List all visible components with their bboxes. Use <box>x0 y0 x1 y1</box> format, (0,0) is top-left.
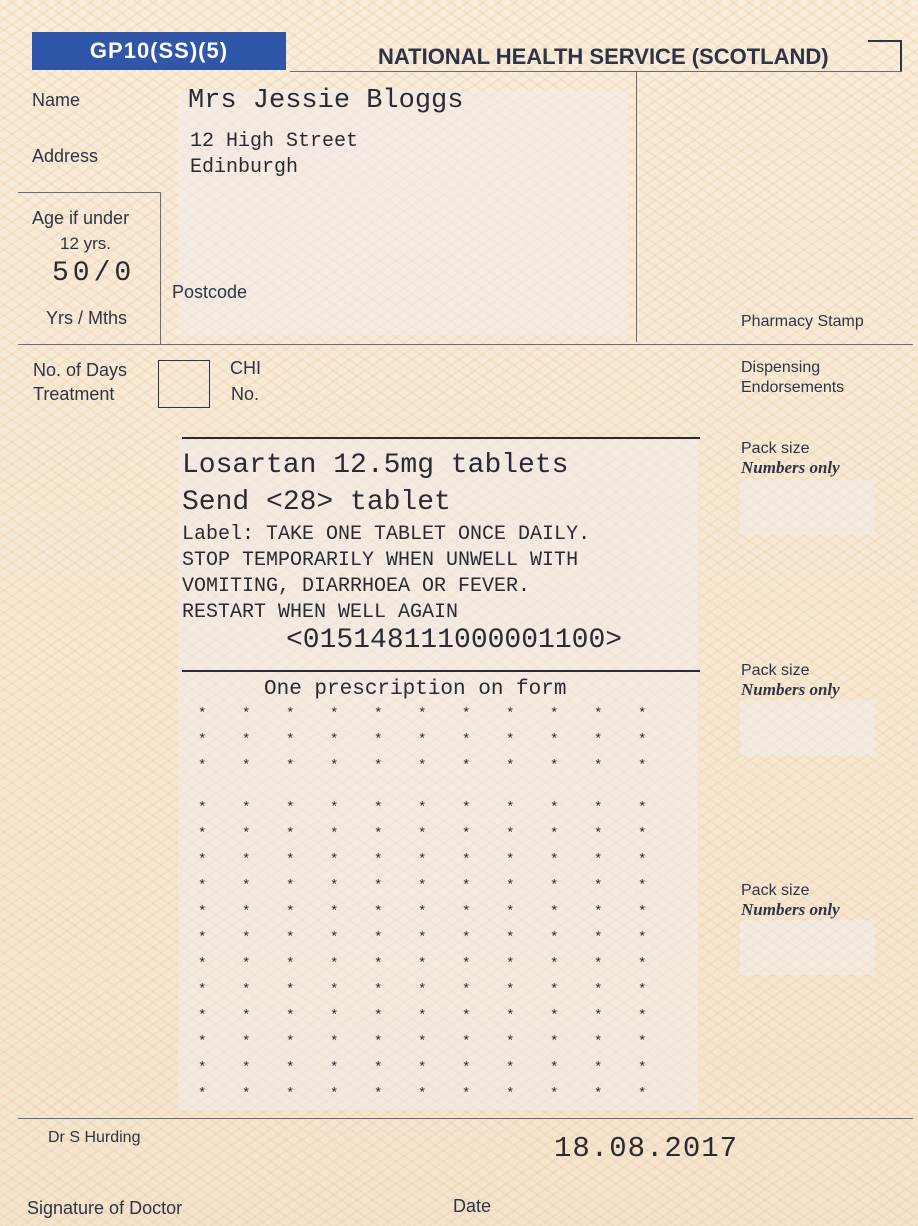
age-label-1: Age if under <box>32 208 130 228</box>
star-mark: * <box>374 904 383 920</box>
header-rule <box>290 71 902 72</box>
stamp-divider <box>636 72 637 342</box>
star-mark: * <box>330 800 339 816</box>
star-mark: * <box>594 1008 603 1024</box>
star-mark: * <box>286 800 295 816</box>
star-mark: * <box>242 826 251 842</box>
pack-size-2 <box>741 662 840 700</box>
pack-size-box-2 <box>740 700 875 755</box>
star-mark: * <box>286 826 295 842</box>
star-mark: * <box>330 930 339 946</box>
age-box-right <box>160 192 161 344</box>
star-mark: * <box>330 706 339 722</box>
star-mark: * <box>638 1086 647 1102</box>
prescription-top-rule <box>182 437 700 439</box>
star-row <box>190 800 670 826</box>
address-line-1: 12 High Street <box>190 130 359 153</box>
star-mark: * <box>594 800 603 816</box>
star-mark: * <box>462 1060 471 1076</box>
star-mark: * <box>242 852 251 868</box>
form-code-badge <box>32 32 286 70</box>
star-mark: * <box>330 758 339 774</box>
star-row <box>190 1060 670 1086</box>
address-line-2: Edinburgh <box>190 156 299 179</box>
doctor-name: Dr S Hurding <box>48 1129 141 1146</box>
star-mark: * <box>638 758 647 774</box>
star-mark: * <box>198 956 207 972</box>
star-row <box>190 930 670 956</box>
star-mark: * <box>242 1008 251 1024</box>
star-mark: * <box>638 800 647 816</box>
star-mark: * <box>638 826 647 842</box>
star-mark: * <box>638 732 647 748</box>
star-mark: * <box>242 732 251 748</box>
chi-label: CHI <box>230 358 261 378</box>
no-of-days-label: No. of Days <box>33 360 128 380</box>
star-mark: * <box>374 732 383 748</box>
star-mark: * <box>462 732 471 748</box>
star-mark: * <box>638 956 647 972</box>
chi-no-label: No. <box>231 384 260 404</box>
star-row <box>190 826 670 852</box>
star-mark: * <box>506 800 515 816</box>
star-mark: * <box>594 852 603 868</box>
header-bracket <box>900 40 902 72</box>
star-mark: * <box>198 852 207 868</box>
pack-size-box-3 <box>740 920 875 975</box>
star-mark: * <box>418 904 427 920</box>
star-mark: * <box>550 956 559 972</box>
star-mark: * <box>418 878 427 894</box>
star-mark: * <box>506 1008 515 1024</box>
star-mark: * <box>198 758 207 774</box>
star-mark: * <box>242 1034 251 1050</box>
star-mark: * <box>374 982 383 998</box>
label-line-1: Label: TAKE ONE TABLET ONCE DAILY. <box>182 523 591 546</box>
address-label: Address <box>32 146 99 166</box>
star-mark: * <box>594 732 603 748</box>
star-mark: * <box>286 878 295 894</box>
patient-name: Mrs Jessie Bloggs <box>188 86 464 116</box>
star-mark: * <box>374 852 383 868</box>
star-row <box>190 758 670 784</box>
star-mark: * <box>286 732 295 748</box>
star-mark: * <box>506 930 515 946</box>
star-mark: * <box>594 1034 603 1050</box>
star-mark: * <box>374 826 383 842</box>
star-mark: * <box>418 732 427 748</box>
star-mark: * <box>550 732 559 748</box>
product-code: <015148111000001100> <box>286 625 623 656</box>
age-label-2: 12 yrs. <box>60 234 112 253</box>
pack-size-label: Pack size <box>741 440 810 457</box>
star-mark: * <box>462 1086 471 1102</box>
dispensing-label-1: Dispensing <box>741 359 821 376</box>
star-mark: * <box>418 1034 427 1050</box>
star-mark: * <box>594 706 603 722</box>
star-mark: * <box>550 1034 559 1050</box>
star-mark: * <box>374 758 383 774</box>
star-mark: * <box>550 1008 559 1024</box>
star-row <box>190 732 670 758</box>
star-mark: * <box>242 956 251 972</box>
star-mark: * <box>550 706 559 722</box>
send-line: Send <28> tablet <box>182 487 451 518</box>
numbers-only-label: Numbers only <box>741 900 840 920</box>
star-mark: * <box>462 706 471 722</box>
star-mark: * <box>286 956 295 972</box>
star-mark: * <box>286 706 295 722</box>
star-mark: * <box>286 1086 295 1102</box>
star-row <box>190 982 670 1008</box>
star-mark: * <box>506 1086 515 1102</box>
star-mark: * <box>330 956 339 972</box>
star-mark: * <box>198 1034 207 1050</box>
pack-size-3 <box>741 882 840 920</box>
star-row <box>190 878 670 904</box>
star-mark: * <box>286 1008 295 1024</box>
star-mark: * <box>374 800 383 816</box>
star-fill-block <box>190 706 670 1112</box>
star-mark: * <box>374 1086 383 1102</box>
label-line-4: RESTART WHEN WELL AGAIN <box>182 601 459 624</box>
star-mark: * <box>242 1060 251 1076</box>
star-mark: * <box>242 878 251 894</box>
section-rule-2 <box>18 1118 913 1119</box>
form-code: GP10(SS)(5) <box>89 38 229 63</box>
drug-line: Losartan 12.5mg tablets <box>182 450 569 481</box>
star-mark: * <box>550 930 559 946</box>
star-mark: * <box>550 826 559 842</box>
star-mark: * <box>330 1034 339 1050</box>
age-box-top <box>18 192 160 193</box>
star-mark: * <box>506 878 515 894</box>
star-mark: * <box>594 930 603 946</box>
star-mark: * <box>374 706 383 722</box>
pack-size-1 <box>741 440 840 478</box>
star-mark: * <box>198 800 207 816</box>
star-mark: * <box>506 732 515 748</box>
date-value: 18.08.2017 <box>554 1132 739 1165</box>
treatment-label: Treatment <box>33 384 115 404</box>
star-mark: * <box>418 706 427 722</box>
star-mark: * <box>594 758 603 774</box>
star-mark: * <box>594 982 603 998</box>
star-mark: * <box>198 1060 207 1076</box>
star-mark: * <box>242 800 251 816</box>
star-mark: * <box>242 706 251 722</box>
star-mark: * <box>418 758 427 774</box>
star-mark: * <box>462 956 471 972</box>
star-mark: * <box>374 878 383 894</box>
header-bracket-top <box>868 40 902 42</box>
star-mark: * <box>462 878 471 894</box>
star-row <box>190 706 670 732</box>
star-mark: * <box>286 852 295 868</box>
star-mark: * <box>330 826 339 842</box>
star-mark: * <box>286 1034 295 1050</box>
star-mark: * <box>506 706 515 722</box>
star-mark: * <box>198 706 207 722</box>
star-mark: * <box>330 982 339 998</box>
label-line-3: VOMITING, DIARRHOEA OR FEVER. <box>182 575 531 598</box>
star-mark: * <box>242 904 251 920</box>
star-mark: * <box>286 982 295 998</box>
star-row <box>190 904 670 930</box>
postcode-label: Postcode <box>172 282 248 302</box>
star-mark: * <box>506 956 515 972</box>
star-mark: * <box>198 878 207 894</box>
star-mark: * <box>594 904 603 920</box>
star-mark: * <box>638 904 647 920</box>
star-mark: * <box>638 1008 647 1024</box>
star-mark: * <box>638 706 647 722</box>
star-mark: * <box>506 758 515 774</box>
star-mark: * <box>638 1060 647 1076</box>
star-mark: * <box>330 878 339 894</box>
star-mark: * <box>374 930 383 946</box>
star-mark: * <box>462 826 471 842</box>
nhs-title: NATIONAL HEALTH SERVICE (SCOTLAND) <box>378 44 829 69</box>
age-value: 50/0 <box>52 258 136 289</box>
star-mark: * <box>462 982 471 998</box>
star-mark: * <box>286 930 295 946</box>
signature-label: Signature of Doctor <box>27 1198 183 1218</box>
star-mark: * <box>506 982 515 998</box>
star-mark: * <box>462 852 471 868</box>
pack-size-label: Pack size <box>741 882 810 899</box>
star-mark: * <box>506 904 515 920</box>
numbers-only-label: Numbers only <box>741 458 840 478</box>
star-mark: * <box>418 1060 427 1076</box>
star-mark: * <box>638 982 647 998</box>
pack-size-label: Pack size <box>741 662 810 679</box>
star-mark: * <box>462 1034 471 1050</box>
star-mark: * <box>462 930 471 946</box>
star-mark: * <box>286 1060 295 1076</box>
star-mark: * <box>374 1034 383 1050</box>
star-mark: * <box>462 758 471 774</box>
star-mark: * <box>330 1086 339 1102</box>
star-mark: * <box>638 930 647 946</box>
star-mark: * <box>418 956 427 972</box>
star-mark: * <box>506 852 515 868</box>
star-mark: * <box>242 982 251 998</box>
dispensing-label-2: Endorsements <box>741 379 845 396</box>
star-mark: * <box>594 878 603 894</box>
yrs-mths-label: Yrs / Mths <box>46 308 128 328</box>
star-mark: * <box>638 878 647 894</box>
star-mark: * <box>638 852 647 868</box>
days-treatment-box[interactable] <box>158 360 210 408</box>
star-mark: * <box>198 982 207 998</box>
prescription-bottom-rule <box>182 670 700 672</box>
star-mark: * <box>418 800 427 816</box>
star-mark: * <box>594 1086 603 1102</box>
star-mark: * <box>330 1060 339 1076</box>
star-mark: * <box>242 1086 251 1102</box>
numbers-only-label: Numbers only <box>741 680 840 700</box>
star-mark: * <box>550 878 559 894</box>
section-rule-1 <box>18 344 913 345</box>
star-mark: * <box>242 930 251 946</box>
star-mark: * <box>462 1008 471 1024</box>
star-mark: * <box>550 1086 559 1102</box>
star-mark: * <box>286 758 295 774</box>
star-mark: * <box>550 1060 559 1076</box>
star-row <box>190 1034 670 1060</box>
star-mark: * <box>550 758 559 774</box>
star-row <box>190 852 670 878</box>
star-mark: * <box>198 826 207 842</box>
star-mark: * <box>198 1008 207 1024</box>
date-label: Date <box>453 1196 492 1216</box>
star-mark: * <box>550 852 559 868</box>
star-mark: * <box>418 930 427 946</box>
star-mark: * <box>550 904 559 920</box>
star-mark: * <box>418 1008 427 1024</box>
star-mark: * <box>330 1008 339 1024</box>
star-mark: * <box>594 956 603 972</box>
label-line-2: STOP TEMPORARILY WHEN UNWELL WITH <box>182 549 579 572</box>
star-mark: * <box>506 826 515 842</box>
star-row <box>190 956 670 982</box>
star-mark: * <box>506 1060 515 1076</box>
star-mark: * <box>330 732 339 748</box>
star-mark: * <box>198 904 207 920</box>
star-mark: * <box>374 1008 383 1024</box>
name-label: Name <box>32 90 81 110</box>
star-mark: * <box>550 800 559 816</box>
star-mark: * <box>198 1086 207 1102</box>
star-mark: * <box>418 982 427 998</box>
star-mark: * <box>462 800 471 816</box>
star-mark: * <box>198 930 207 946</box>
star-mark: * <box>330 852 339 868</box>
pack-size-box-1 <box>740 480 875 535</box>
star-mark: * <box>506 1034 515 1050</box>
star-mark: * <box>594 826 603 842</box>
star-mark: * <box>330 904 339 920</box>
star-mark: * <box>594 1060 603 1076</box>
one-prescription-note: One prescription on form <box>264 678 567 701</box>
star-mark: * <box>374 1060 383 1076</box>
star-mark: * <box>418 826 427 842</box>
star-row <box>190 1086 670 1112</box>
star-mark: * <box>418 1086 427 1102</box>
star-mark: * <box>638 1034 647 1050</box>
star-mark: * <box>198 732 207 748</box>
star-mark: * <box>374 956 383 972</box>
pharmacy-stamp-label: Pharmacy Stamp <box>741 313 864 330</box>
star-mark: * <box>242 758 251 774</box>
star-mark: * <box>550 982 559 998</box>
star-row <box>190 1008 670 1034</box>
star-mark: * <box>418 852 427 868</box>
star-mark: * <box>462 904 471 920</box>
star-mark: * <box>286 904 295 920</box>
